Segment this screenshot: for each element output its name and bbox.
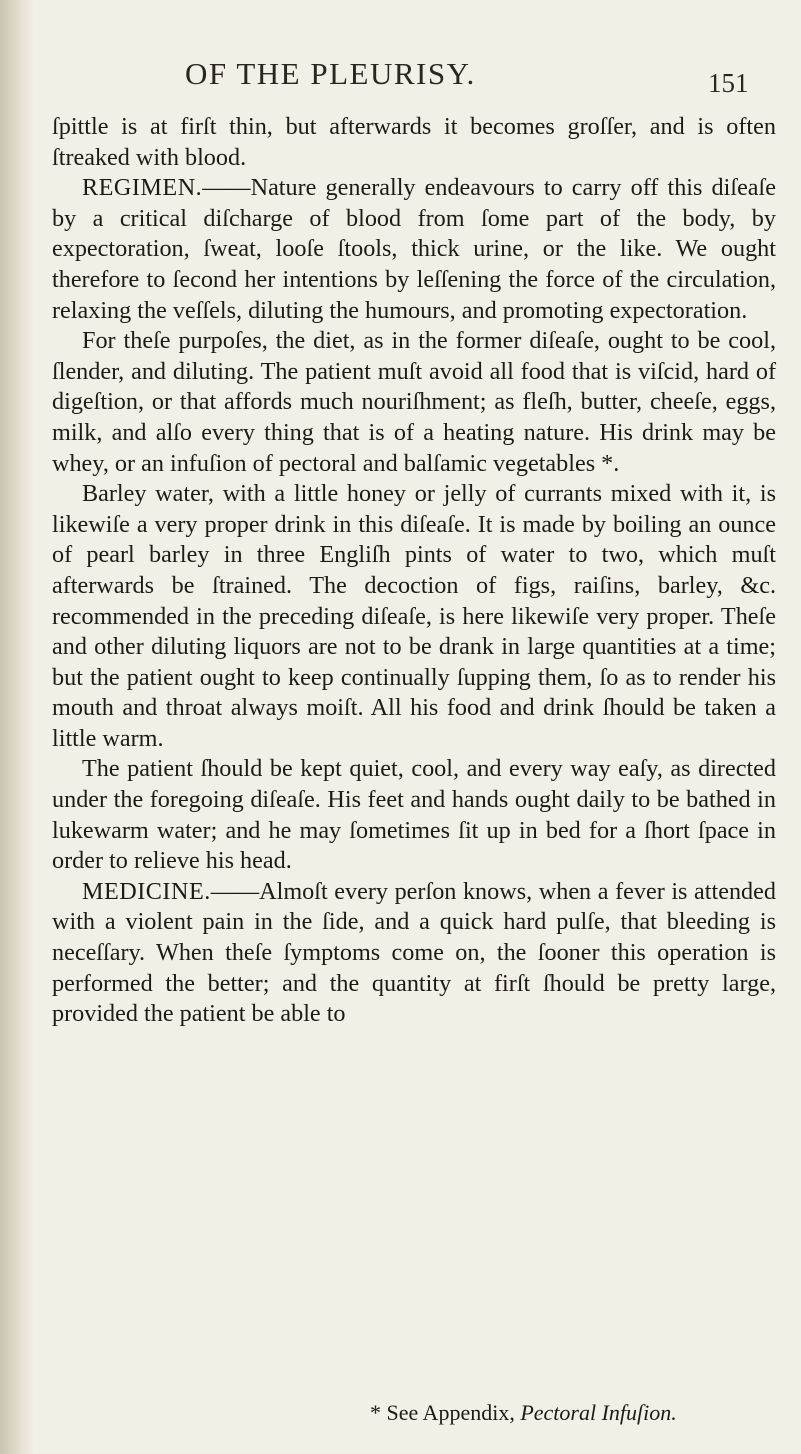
body-text [52, 112, 776, 1030]
paragraph-continuation [52, 112, 776, 173]
paragraph-diet [52, 326, 776, 479]
paragraph-medicine [52, 877, 776, 1030]
section-heading-regimen: REGIMEN. [82, 174, 203, 202]
paragraph-text: ——Almoſt every perſon knows, when a fever is attended with a violent pain in the ſide, and a quick hard pulſe, that bleeding is neceſſary. When theſe ſymptoms come on, the ſooner this operation is performed the better; and the quantity at firſt ſhould be pretty large, provided the patient be able to [52, 877, 776, 1028]
paragraph-patient-care [52, 754, 776, 876]
footnote [370, 1400, 677, 1426]
paragraph-barley-water [52, 479, 776, 754]
paragraph-text: ſpittle is at firſt thin, but afterwards it becomes groſſer, and is often ſtreaked with blood. [52, 113, 776, 171]
footnote-marker: * See Appendix, [370, 1400, 515, 1425]
page-number: 151 [708, 68, 749, 98]
paragraph-text: ——Nature generally endeavours to carry off this diſeaſe by a critical diſcharge of blood from ſome part of the body, by expectoration, ſweat, looſe ſtools, thick urine, or the like. We ought therefore to ſecond her intentions by leſſening the force of the circulation, relaxing the veſſels, diluting the humours, and promoting expectoration. [52, 174, 776, 324]
section-heading-medicine: MEDICINE. [82, 877, 211, 905]
paragraph-text: The patient ſhould be kept quiet, cool, and every way eaſy, as directed under the foregoing diſeaſe. His feet and hands ought daily to be bathed in lukewarm water; and he may ſometimes ſit up in bed for a ſhort ſpace in order to relieve his head. [52, 755, 776, 875]
page-gutter-shadow [0, 0, 34, 1454]
paragraph-text: Barley water, with a little honey or jelly of currants mixed with it, is likewiſe a very proper drink in this diſeaſe. It is made by boiling an ounce of pearl barley in three Engliſh pints of water to two, which muſt afterwards be ſtrained. The decoction of figs, raiſins, barley, &c. recommended in the preceding diſeaſe, is here likewiſe very proper. Theſe and other diluting liquors are not to be drank in large quantities at a time; but the patient ought to keep continually ſupping them, ſo as to render his mouth and throat always moiſt. All his food and drink ſhould be taken a little warm. [52, 480, 776, 752]
paragraph-text: For theſe purpoſes, the diet, as in the former diſeaſe, ought to be cool, ſlender, and diluting. The patient muſt avoid all food that is viſcid, hard of digeſtion, or that affords much nouriſhment; as fleſh, butter, cheeſe, eggs, milk, and alſo every thing that is of a heating nature. His drink may be whey, or an infuſion of pectoral and balſamic vegetables *. [52, 327, 776, 477]
running-title: OF THE PLEURISY. [185, 56, 476, 91]
paragraph-regimen [52, 173, 776, 326]
running-head [40, 40, 760, 100]
footnote-title: Pectoral Infuſion. [520, 1400, 677, 1425]
